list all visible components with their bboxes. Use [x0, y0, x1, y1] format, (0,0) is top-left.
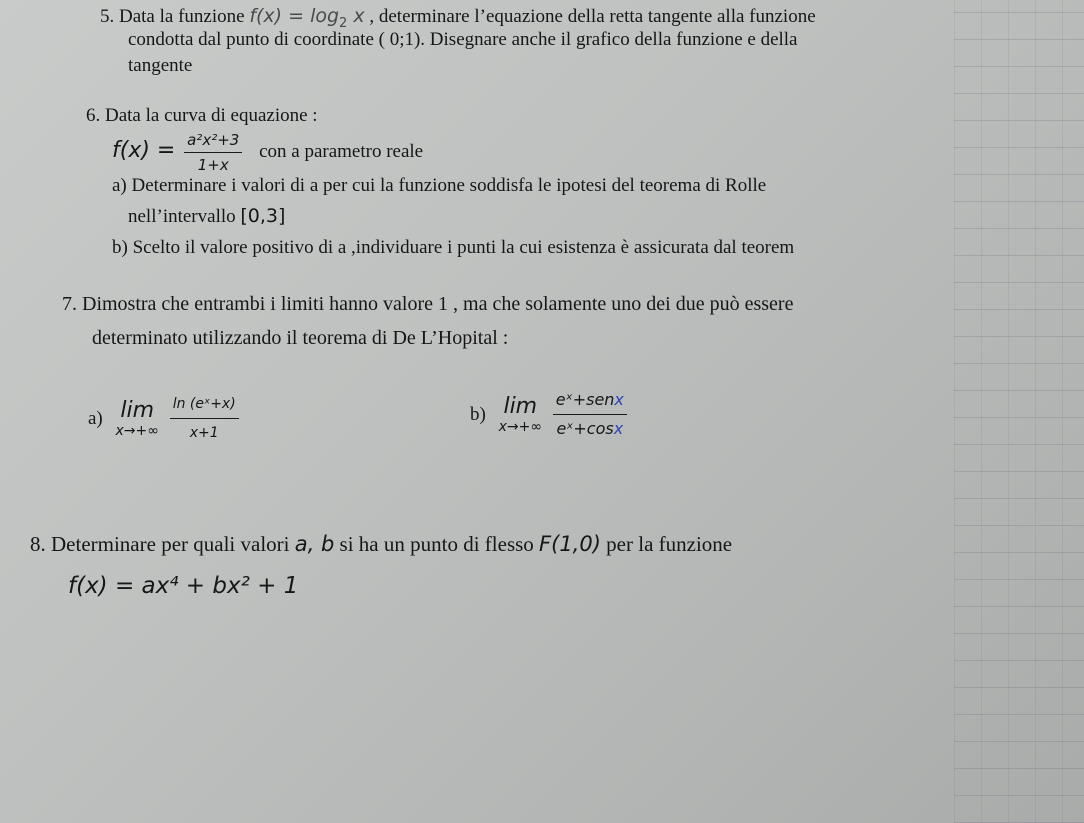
- exercise-8-params: a, b: [294, 532, 335, 556]
- exercise-6-a-line-2: nell’intervallo [0,3]: [128, 205, 286, 227]
- exercise-8-function: f(x) = ax⁴ + bx² + 1: [68, 573, 299, 599]
- exercise-7-limit-b: b) lim x→+∞ $\frac{\text{eˣ+senx}}{\text{eˣ+cosx}}$: [470, 388, 627, 441]
- exercise-5-text: 5. Data la funzione: [100, 6, 250, 27]
- exercise-6-intro: 6. Data la curva di equazione :: [86, 105, 318, 126]
- exercise-6-fx: f(x) =: [112, 137, 176, 163]
- exercise-5-function: $f(x) = \log_2 x$: [249, 5, 365, 31]
- exercise-5-line-3: tangente: [128, 55, 193, 76]
- limit-b-fraction: $\frac{\text{eˣ+senx}}{\text{eˣ+cosx}}$: [553, 388, 627, 441]
- exercise-5-text-end: , determinare l’equazione della retta tangente alla funzione: [364, 6, 816, 27]
- handwritten-x-denominator: x: [613, 419, 624, 438]
- grid-paper-edge: [954, 0, 1084, 823]
- exercise-6-a-line-1: a) Determinare i valori di a per cui la funzione soddisfa le ipotesi del teorema di Rolle: [112, 175, 767, 196]
- exercise-6-interval: [0,3]: [240, 205, 286, 227]
- exercise-6-b-line: b) Scelto il valore positivo di a ,individuare i punti la cui esistenza è assicurata dal teorem: [112, 237, 795, 258]
- exercise-7-limit-a: a) lim x→+∞ $\frac{\text{ln (eˣ+x)}}{x+1}$: [88, 392, 239, 445]
- limit-b-operator: lim x→+∞: [498, 393, 542, 435]
- exercise-8-point: F(1,0): [539, 532, 601, 556]
- handwritten-x-numerator: x: [614, 390, 624, 409]
- exercise-7-line-1: 7. Dimostra che entrambi i limiti hanno valore 1 , ma che solamente uno dei due può essere: [62, 293, 794, 315]
- limit-a-fraction: $\frac{\text{ln (eˣ+x)}}{x+1}$: [170, 392, 239, 445]
- exercise-6-param: con a parametro reale: [259, 140, 424, 162]
- limit-a-operator: lim x→+∞: [115, 397, 159, 439]
- exercise-6-fraction: $\frac{\text{a²x²+3}}{1+x}$: [184, 130, 242, 175]
- exercise-7-line-2: determinato utilizzando il teorema di De L’Hopital :: [92, 327, 509, 349]
- exercise-8-line-1: 8. Determinare per quali valori a, b si ha un punto di flesso F(1,0) per la funzione: [30, 532, 733, 556]
- exercise-5-line-2: condotta dal punto di coordinate ( 0;1). Disegnare anche il grafico della funzione e della: [128, 29, 798, 50]
- exercise-6-equation: [112, 130, 423, 175]
